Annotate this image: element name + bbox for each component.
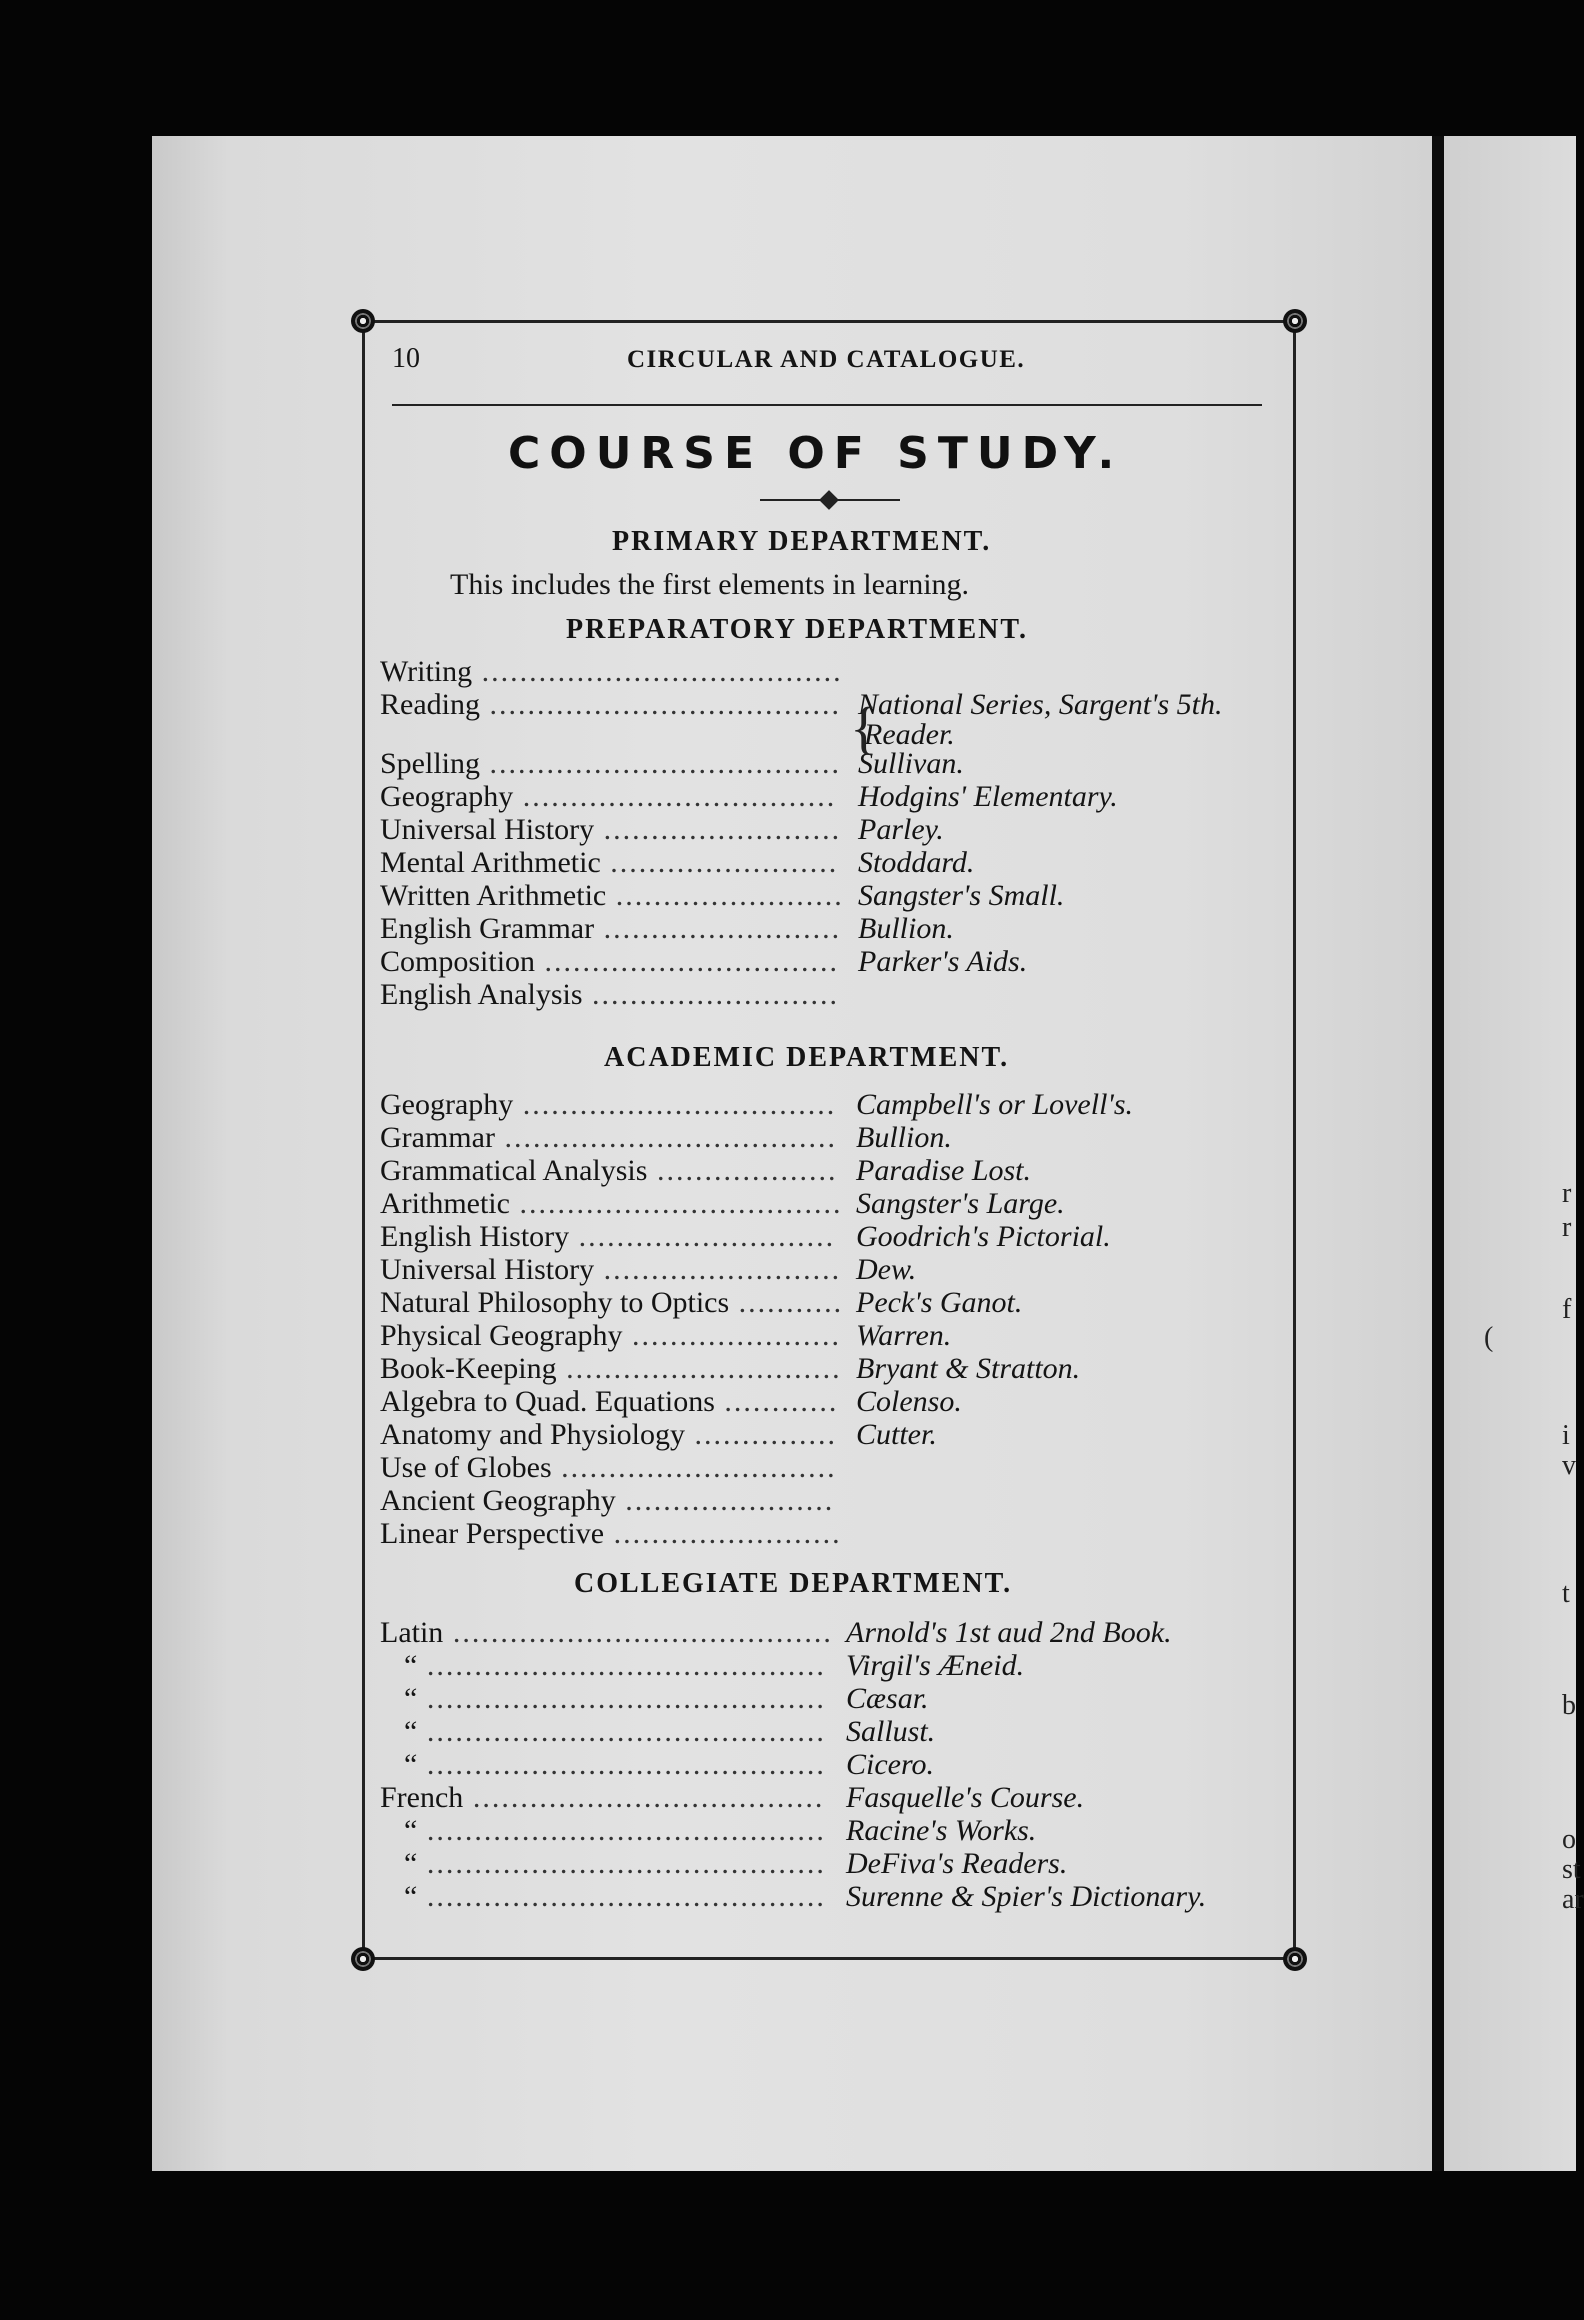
textbook-label: Bullion. bbox=[858, 912, 954, 945]
subject-label: “ .......................................... bbox=[404, 1682, 826, 1715]
dot-leader: ........................ bbox=[604, 1517, 842, 1550]
list-item bbox=[380, 1880, 1280, 1913]
dot-leader: ......................... bbox=[594, 813, 842, 846]
list-item bbox=[380, 1715, 1280, 1748]
textbook-label: Fasquelle's Course. bbox=[846, 1781, 1085, 1814]
subject-label: Natural Philosophy to Optics ........... bbox=[380, 1286, 844, 1319]
subject-label: Grammar ................................... bbox=[380, 1121, 837, 1154]
subject-label: Grammatical Analysis ................... bbox=[380, 1154, 838, 1187]
dot-leader: .......................................... bbox=[417, 1682, 826, 1715]
subject-label: Geography ................................. bbox=[380, 1088, 837, 1121]
reading-brace: { bbox=[850, 695, 878, 760]
next-page-text-fragment: v bbox=[1562, 1450, 1576, 1481]
textbook-label: National Series, Sargent's 5th. bbox=[858, 688, 1223, 721]
dot-leader: .......................................... bbox=[417, 1847, 826, 1880]
list-item bbox=[380, 1253, 1280, 1286]
dot-leader: ........................ bbox=[600, 846, 839, 879]
preparatory-heading: PREPARATORY DEPARTMENT. bbox=[566, 614, 1028, 645]
subject-label: Physical Geography ...................... bbox=[380, 1319, 841, 1352]
textbook-label: Peck's Ganot. bbox=[856, 1286, 1023, 1319]
list-item bbox=[380, 1748, 1280, 1781]
list-item bbox=[380, 1286, 1280, 1319]
next-page-text-fragment: f bbox=[1562, 1294, 1572, 1325]
list-item bbox=[380, 1847, 1280, 1880]
subject-label: English Grammar ......................... bbox=[380, 912, 842, 945]
dot-leader: ................... bbox=[647, 1154, 838, 1187]
textbook-label: Cutter. bbox=[856, 1418, 937, 1451]
subject-label: Use of Globes ............................. bbox=[380, 1451, 837, 1484]
textbook-label: Parley. bbox=[858, 813, 944, 846]
subject-label: Arithmetic .................................. bbox=[380, 1187, 843, 1220]
dot-leader: .......................................... bbox=[417, 1814, 826, 1847]
dot-leader: ...................... bbox=[622, 1319, 841, 1352]
textbook-label: Bullion. bbox=[856, 1121, 952, 1154]
subject-label: “ .......................................... bbox=[404, 1847, 826, 1880]
dot-leader: ........................................ bbox=[443, 1616, 833, 1649]
subject-label: Algebra to Quad. Equations ............ bbox=[380, 1385, 839, 1418]
list-item bbox=[380, 1649, 1280, 1682]
list-item bbox=[380, 978, 1280, 1011]
list-item bbox=[380, 912, 1280, 945]
subject-label: “ .......................................... bbox=[404, 1748, 826, 1781]
subject-label: Linear Perspective ........................ bbox=[380, 1517, 842, 1550]
corner-rosette-icon bbox=[351, 1947, 375, 1971]
list-item bbox=[380, 1682, 1280, 1715]
subject-label: French ..................................... bbox=[380, 1781, 825, 1814]
subject-label: “ .......................................... bbox=[404, 1715, 826, 1748]
textbook-label: Campbell's or Lovell's. bbox=[856, 1088, 1134, 1121]
list-item bbox=[380, 1451, 1280, 1484]
list-item bbox=[380, 1088, 1280, 1121]
textbook-label: Sallust. bbox=[846, 1715, 936, 1748]
list-item bbox=[380, 780, 1280, 813]
book-spine bbox=[1432, 136, 1444, 2171]
list-item bbox=[380, 1814, 1280, 1847]
textbook-label: Goodrich's Pictorial. bbox=[856, 1220, 1111, 1253]
dot-leader: ..................................... bbox=[479, 688, 841, 721]
subject-label: “ .......................................... bbox=[404, 1649, 826, 1682]
list-item bbox=[380, 846, 1280, 879]
corner-rosette-icon bbox=[1283, 1947, 1307, 1971]
list-item bbox=[380, 1418, 1280, 1451]
corner-rosette-icon bbox=[1283, 309, 1307, 333]
next-page-text-fragment: r bbox=[1562, 1178, 1572, 1209]
subject-label: Anatomy and Physiology ............... bbox=[380, 1418, 837, 1451]
next-page-text-fragment: st bbox=[1562, 1854, 1581, 1885]
subject-label: English Analysis .......................... bbox=[380, 978, 840, 1011]
dot-leader: .......................................... bbox=[417, 1715, 826, 1748]
next-page-edge bbox=[1444, 136, 1584, 2171]
textbook-label: Racine's Works. bbox=[846, 1814, 1037, 1847]
subject-label: Composition ............................... bbox=[380, 945, 840, 978]
next-page-text-fragment: b bbox=[1562, 1690, 1576, 1721]
textbook-label: Surenne & Spier's Dictionary. bbox=[846, 1880, 1207, 1913]
list-item bbox=[380, 688, 1280, 751]
textbook-label: Stoddard. bbox=[858, 846, 975, 879]
dot-leader: ...................................... bbox=[472, 655, 843, 688]
list-item bbox=[380, 813, 1280, 846]
dot-leader: ................................... bbox=[494, 1121, 837, 1154]
next-page-text-fragment: t bbox=[1562, 1578, 1570, 1609]
next-page-text-fragment: i bbox=[1562, 1420, 1570, 1451]
textbook-label: DeFiva's Readers. bbox=[846, 1847, 1068, 1880]
dot-leader: ......................... bbox=[594, 1253, 842, 1286]
list-item bbox=[380, 1385, 1280, 1418]
dot-leader: ............ bbox=[714, 1385, 839, 1418]
textbook-label: Cæsar. bbox=[846, 1682, 929, 1715]
subject-label: Writing ...................................... bbox=[380, 655, 843, 688]
textbook-label: Bryant & Stratton. bbox=[856, 1352, 1081, 1385]
textbook-label: Paradise Lost. bbox=[856, 1154, 1032, 1187]
dot-leader: .......................................... bbox=[417, 1880, 826, 1913]
textbook-label: Cicero. bbox=[846, 1748, 935, 1781]
next-page-text-fragment: ( bbox=[1484, 1322, 1494, 1353]
running-title: CIRCULAR AND CATALOGUE. bbox=[627, 346, 1026, 373]
header-rule bbox=[392, 404, 1262, 406]
divider-ornament-icon bbox=[760, 499, 900, 501]
dot-leader: ..................................... bbox=[463, 1781, 825, 1814]
subject-label: “ .......................................... bbox=[404, 1880, 826, 1913]
dot-leader: .......................................... bbox=[417, 1649, 826, 1682]
dot-leader: ............................. bbox=[551, 1451, 837, 1484]
next-page-text-fragment: ar bbox=[1562, 1884, 1584, 1915]
list-item bbox=[380, 1616, 1280, 1649]
textbook-label: Hodgins' Elementary. bbox=[858, 780, 1118, 813]
corner-rosette-icon bbox=[351, 309, 375, 333]
subject-label: Mental Arithmetic ........................ bbox=[380, 846, 839, 879]
dot-leader: ........... bbox=[729, 1286, 844, 1319]
dot-leader: ............................. bbox=[556, 1352, 842, 1385]
subject-label: English History ........................... bbox=[380, 1220, 836, 1253]
textbook-label: Colenso. bbox=[856, 1385, 962, 1418]
subject-label: Written Arithmetic ........................ bbox=[380, 879, 844, 912]
academic-heading: ACADEMIC DEPARTMENT. bbox=[604, 1042, 1010, 1073]
subject-label: Latin ........................................ bbox=[380, 1616, 833, 1649]
list-item bbox=[380, 1154, 1280, 1187]
list-item bbox=[380, 945, 1280, 978]
dot-leader: ............................... bbox=[535, 945, 840, 978]
textbook-label-continued: Reader. bbox=[864, 718, 955, 751]
dot-leader: ............... bbox=[685, 1418, 837, 1451]
list-item bbox=[380, 747, 1280, 780]
list-item bbox=[380, 1121, 1280, 1154]
textbook-label: Sullivan. bbox=[858, 747, 964, 780]
dot-leader: ................................. bbox=[513, 1088, 837, 1121]
textbook-label: Sangster's Small. bbox=[858, 879, 1065, 912]
page-title: COURSE OF STUDY. bbox=[508, 428, 1124, 479]
next-page-text-fragment: r bbox=[1562, 1212, 1572, 1243]
dot-leader: .................................. bbox=[509, 1187, 843, 1220]
dot-leader: ......................... bbox=[594, 912, 842, 945]
collegiate-heading: COLLEGIATE DEPARTMENT. bbox=[574, 1568, 1013, 1599]
list-item bbox=[380, 1517, 1280, 1550]
dot-leader: ........................... bbox=[569, 1220, 836, 1253]
textbook-label: Warren. bbox=[856, 1319, 952, 1352]
textbook-label: Arnold's 1st aud 2nd Book. bbox=[846, 1616, 1172, 1649]
list-item bbox=[380, 655, 1280, 688]
dot-leader: .......................................... bbox=[417, 1748, 826, 1781]
dot-leader: ........................ bbox=[606, 879, 844, 912]
subject-label: Universal History ......................... bbox=[380, 1253, 842, 1286]
subject-label: “ .......................................... bbox=[404, 1814, 826, 1847]
list-item bbox=[380, 1781, 1280, 1814]
primary-description: This includes the first elements in learning. bbox=[450, 568, 970, 601]
textbook-label: Sangster's Large. bbox=[856, 1187, 1065, 1220]
list-item bbox=[380, 1352, 1280, 1385]
textbook-label: Dew. bbox=[856, 1253, 917, 1286]
list-item bbox=[380, 1484, 1280, 1517]
list-item bbox=[380, 1319, 1280, 1352]
textbook-label: Virgil's Æneid. bbox=[846, 1649, 1025, 1682]
subject-label: Reading ..................................... bbox=[380, 688, 841, 721]
page-number: 10 bbox=[392, 343, 420, 374]
subject-label: Universal History ......................... bbox=[380, 813, 842, 846]
list-item bbox=[380, 879, 1280, 912]
subject-label: Geography ................................. bbox=[380, 780, 837, 813]
list-item bbox=[380, 1220, 1280, 1253]
subject-label: Ancient Geography ...................... bbox=[380, 1484, 835, 1517]
dot-leader: ...................... bbox=[615, 1484, 835, 1517]
dot-leader: .......................... bbox=[582, 978, 840, 1011]
list-item bbox=[380, 1187, 1280, 1220]
primary-heading: PRIMARY DEPARTMENT. bbox=[612, 526, 992, 557]
textbook-label: Parker's Aids. bbox=[858, 945, 1028, 978]
subject-label: Spelling ..................................... bbox=[380, 747, 842, 780]
dot-leader: ..................................... bbox=[480, 747, 842, 780]
next-page-text-fragment: o bbox=[1562, 1824, 1576, 1855]
subject-label: Book-Keeping ............................. bbox=[380, 1352, 842, 1385]
dot-leader: ................................. bbox=[513, 780, 837, 813]
